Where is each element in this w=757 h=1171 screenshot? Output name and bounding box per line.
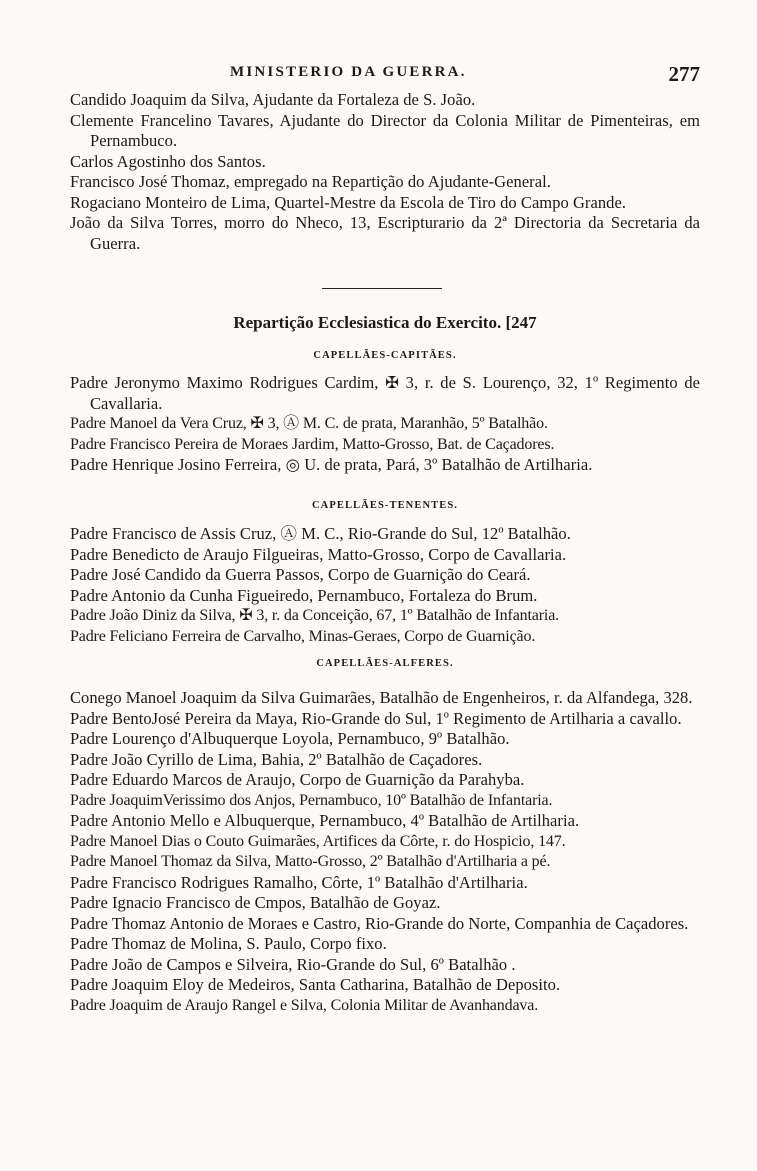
list-item: Rogaciano Monteiro de Lima, Quartel-Mestre da Escola de Tiro do Campo Grande.	[70, 192, 627, 212]
list-item: Padre Manoel Thomaz da Silva, Matto-Grosso, 2º Batalhão d'Artilharia a pé.	[70, 853, 551, 870]
list-item: Candido Joaquim da Silva, Ajudante da Fortaleza de S. João.	[70, 90, 476, 109]
list-item: Padre Eduardo Marcos de Araujo, Corpo de Guarnição da Parahyba.	[70, 770, 525, 789]
list-item: Padre Joaquim Eloy de Medeiros, Santa Catharina, Batalhão de Deposito.	[70, 975, 561, 994]
list-item: Padre Feliciano Ferreira de Carvalho, Minas-Geraes, Corpo de Guarnição.	[70, 627, 536, 645]
subheading-capellaes-alferes: CAPELLÃES-ALFERES.	[316, 658, 454, 669]
list-item: Padre Thomaz Antonio de Moraes e Castro, Rio-Grande do Norte, Companhia de Caçadores.	[70, 913, 689, 933]
list-item: Padre Henrique Josino Ferreira, ◎ U. de prata, Pará, 3º Batalhão de Artilharia.	[70, 455, 593, 474]
list-item: Padre João Diniz da Silva, ✠ 3, r. da Conceição, 67, 1º Batalhão de Infantaria.	[70, 607, 560, 624]
list-item: Padre José Candido da Guerra Passos, Corpo de Guarnição do Ceará.	[70, 565, 531, 584]
section-title: Repartição Ecclesiastica do Exercito. [247	[233, 313, 537, 332]
list-item: Padre Manoel Dias o Couto Guimarães, Artifices da Côrte, r. do Hospicio, 147.	[70, 832, 566, 850]
list-item: Padre João Cyrillo de Lima, Bahia, 2º Batalhão de Caçadores.	[70, 749, 483, 769]
list-item: Padre JoaquimVerissimo dos Anjos, Pernambuco, 10º Batalhão de Infantaria.	[70, 791, 553, 809]
list-item: João da Silva Torres, morro do Nheco, 13, Escripturario da 2ª Directoria da Secretaria da Guerra.	[70, 213, 700, 253]
tenentes-list	[70, 524, 700, 647]
list-item: Francisco José Thomaz, empregado na Repartição do Ajudante-General.	[70, 172, 551, 191]
list-item: Clemente Francelino Tavares, Ajudante do Director da Colonia Militar de Pimenteiras, em Pernambuco.	[70, 110, 700, 150]
list-item: Padre Lourenço d'Albuquerque Loyola, Pernambuco, 9º Batalhão.	[70, 729, 510, 748]
list-item: Padre Jeronymo Maximo Rodrigues Cardim, ✠ 3, r. de S. Lourenço, 32, 1º Regimento de Cavallaria.	[70, 373, 700, 413]
list-item: Padre Thomaz de Molina, S. Paulo, Corpo fixo.	[70, 934, 387, 953]
alferes-list	[70, 688, 700, 1016]
subheading-capellaes-tenentes: CAPELLÃES-TENENTES.	[311, 500, 459, 511]
intro-entries	[70, 90, 700, 254]
page-header	[70, 62, 700, 90]
list-item: Padre Francisco Rodrigues Ramalho, Côrte, 1º Batalhão d'Artilharia.	[70, 872, 528, 892]
section-divider	[322, 288, 442, 289]
list-item: Conego Manoel Joaquim da Silva Guimarães, Batalhão de Engenheiros, r. da Alfandega, 328.	[70, 688, 693, 707]
list-item: Padre Antonio Mello e Albuquerque, Pernambuco, 4º Batalhão de Artilharia.	[70, 811, 580, 830]
list-item: Padre Benedicto de Araujo Filgueiras, Matto-Grosso, Corpo de Cavallaria.	[70, 544, 567, 564]
capitaes-list	[70, 373, 700, 476]
list-item: Carlos Agostinho dos Santos.	[70, 151, 266, 171]
page-number: 277	[668, 62, 700, 86]
list-item: Padre Ignacio Francisco de Cmpos, Batalhão de Goyaz.	[70, 893, 441, 912]
list-item: Padre Joaquim de Araujo Rangel e Silva, Colonia Militar de Avanhandava.	[70, 996, 539, 1014]
running-title: MINISTERIO DA GUERRA.	[230, 64, 467, 80]
list-item: Padre João de Campos e Silveira, Rio-Grande do Sul, 6º Batalhão .	[70, 954, 516, 974]
list-item: Padre Francisco de Assis Cruz, Ⓐ M. C., Rio-Grande do Sul, 12º Batalhão.	[70, 524, 571, 543]
list-item: Padre Antonio da Cunha Figueiredo, Pernambuco, Fortaleza do Brum.	[70, 585, 538, 605]
list-item: Padre Manoel da Vera Cruz, ✠ 3, Ⓐ M. C. de prata, Maranhão, 5º Batalhão.	[70, 415, 548, 432]
subheading-capellaes-capitaes: CAPELLÃES-CAPITÃES.	[313, 350, 457, 361]
list-item: Padre BentoJosé Pereira da Maya, Rio-Grande do Sul, 1º Regimento de Artilharia a cavallo.	[70, 708, 682, 728]
list-item: Padre Francisco Pereira de Moraes Jardim, Matto-Grosso, Bat. de Caçadores.	[70, 435, 555, 453]
